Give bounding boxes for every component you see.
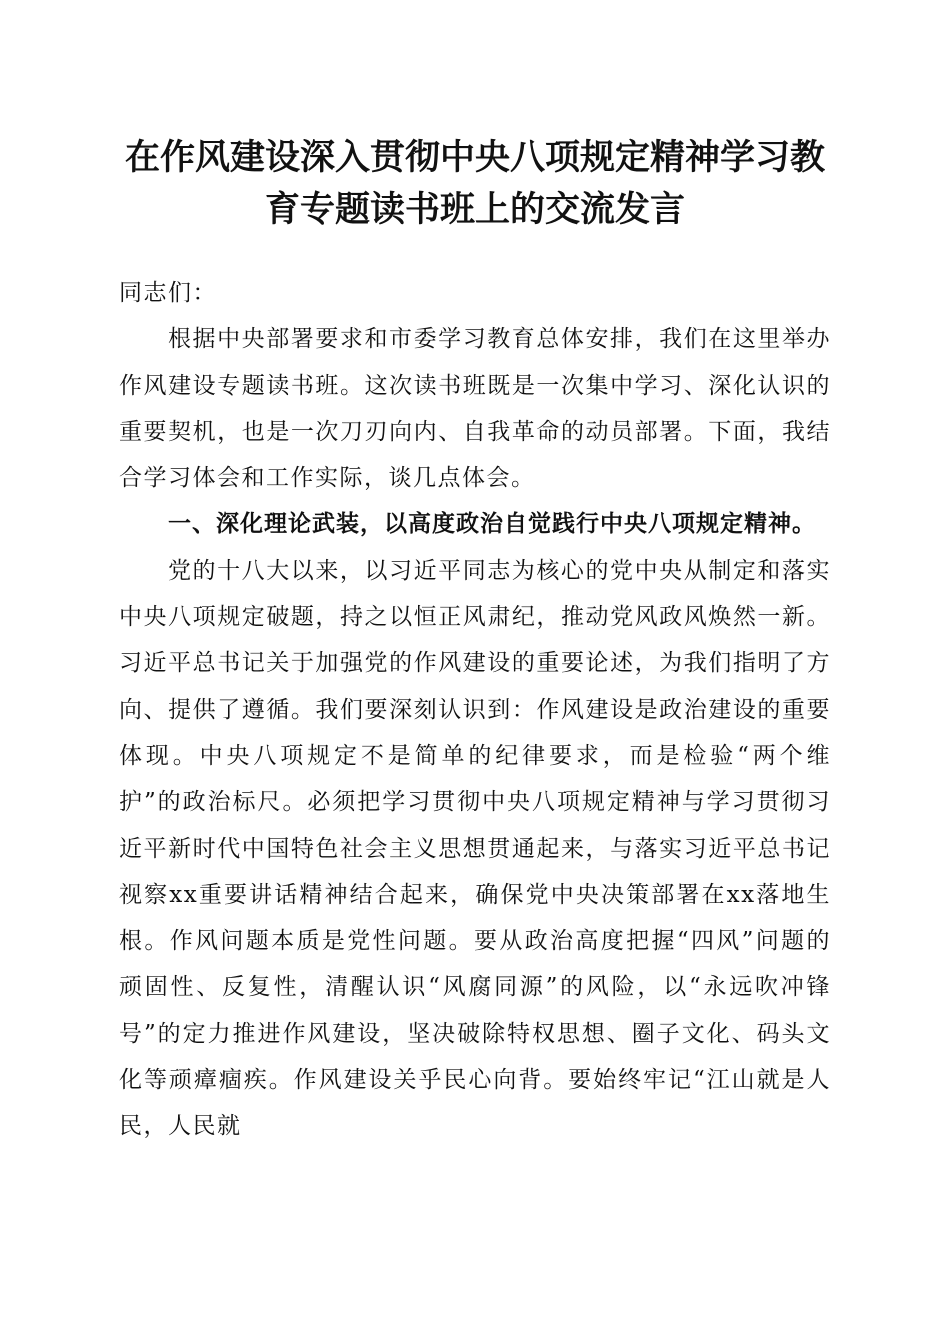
paragraph-section-1: 党的十八大以来，以习近平同志为核心的党中央从制定和落实中央八项规定破题，持之以恒正风肃纪，推动党风政风焕然一新。习近平总书记关于加强党的作风建设的重要论述，为我们指明了方向、提供了遵循。我们要深刻认识到：作风建设是政治建设的重要体现。中央八项规定不是简单的纪律要求，而是检验“两个维护”的政治标尺。必须把学习贯彻中央八项规定精神与学习贯彻习近平新时代中国特色社会主义思想贯通起来，与落实习近平总书记视察xx重要讲话精神结合起来，确保党中央决策部署在xx落地生根。作风问题本质是党性问题。要从政治高度把握“四风”问题的顽固性、反复性，清醒认识“风腐同源”的风险，以“永远吹冲锋号”的定力推进作风建设，坚决破除特权思想、圈子文化、码头文化等顽瘴痼疾。作风建设关乎民心向背。要始终牢记“江山就是人民，人民就	[119, 557, 831, 1140]
salutation: 同志们：	[119, 280, 217, 306]
title-line-2: 育专题读书班上的交流发言	[264, 189, 685, 230]
document-body	[119, 270, 831, 1150]
document-title	[100, 132, 850, 236]
section-heading-1: 一、深化理论武装，以高度政治自觉践行中央八项规定精神。	[168, 511, 816, 538]
title-line-1: 在作风建设深入贯彻中央八项规定精神学习教	[124, 137, 825, 178]
paragraph-intro: 根据中央部署要求和市委学习教育总体安排，我们在这里举办作风建设专题读书班。这次读书班既是一次集中学习、深化认识的重要契机，也是一次刀刃向内、自我革命的动员部署。下面，我结合学习体会和工作实际，谈几点体会。	[119, 326, 831, 492]
